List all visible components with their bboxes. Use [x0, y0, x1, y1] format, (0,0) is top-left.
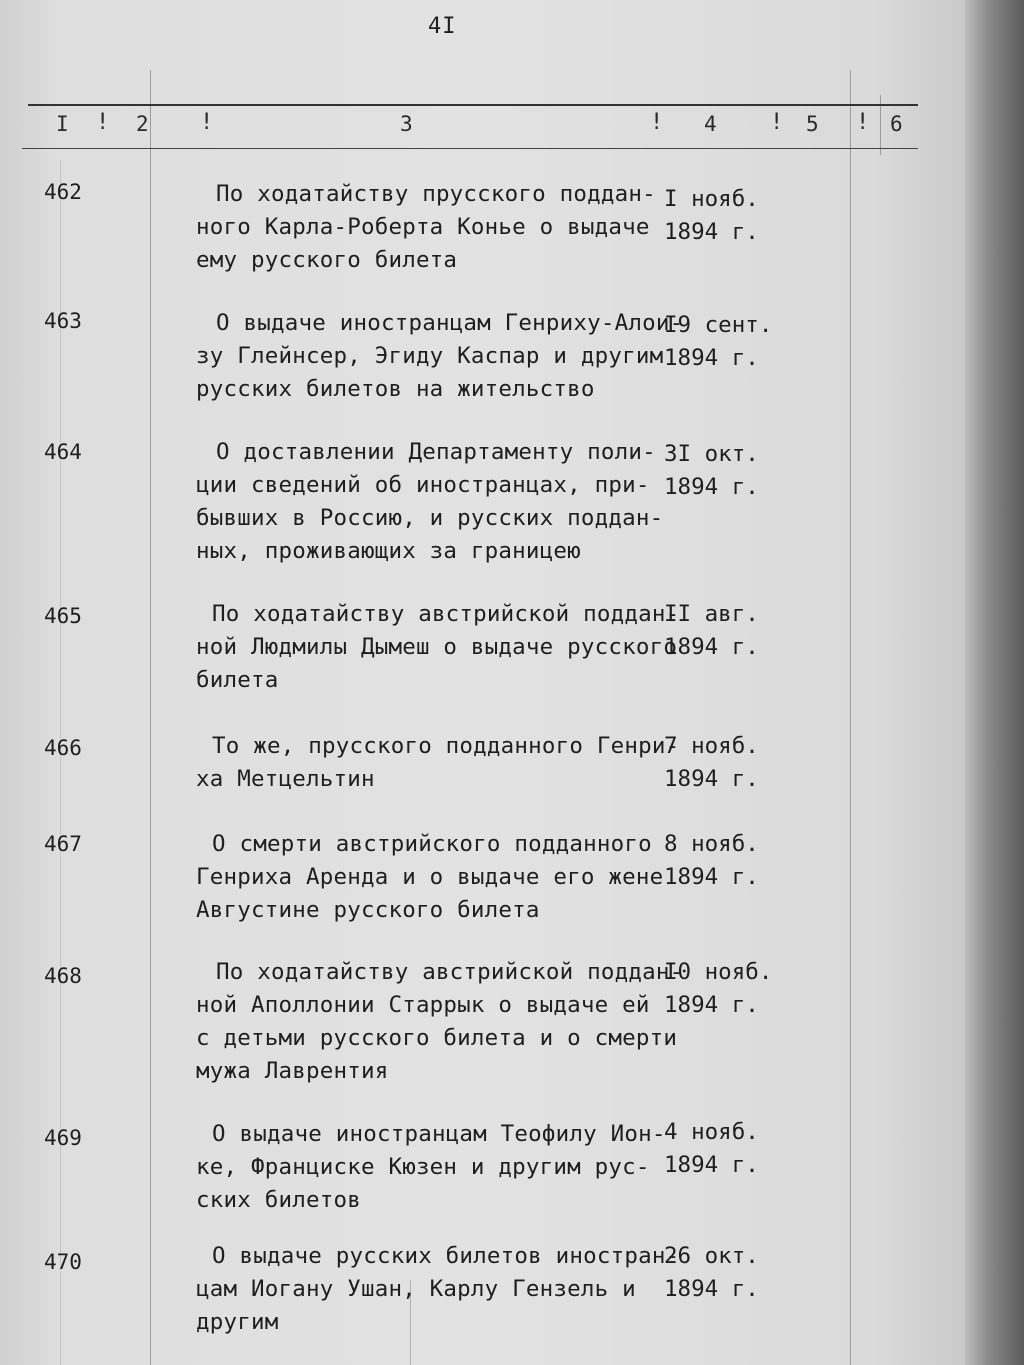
entry-date [664, 598, 759, 664]
column-separator: ! [650, 110, 664, 135]
entry-number: 463 [44, 309, 82, 333]
entry-title-line: О выдаче иностранцам Теофилу Ион- [212, 1121, 666, 1147]
entry-date-line: II авг. [664, 601, 759, 627]
entry-date-line: 4 нояб. [664, 1119, 759, 1145]
entry-date [664, 956, 772, 1022]
entry-title-line: О смерти австрийского подданного [212, 831, 652, 857]
entry-title-line: ной Аполлонии Старрык о выдаче ей [196, 992, 650, 1018]
entry-date-line: 1894 г. [664, 864, 759, 890]
entry-date-line: 1894 г. [664, 1276, 759, 1302]
column-divider [850, 70, 851, 1365]
entry-title-line: зу Глейнсер, Эгиду Каспар и другим [196, 343, 664, 369]
entry-date-line: 7 нояб. [664, 733, 759, 759]
entry-number: 462 [44, 180, 82, 204]
entry-title [196, 307, 683, 406]
entry-date [664, 438, 759, 504]
entry-title-line: цам Иогану Ушан, Карлу Гензель и [196, 1276, 636, 1302]
entry-title-line: По ходатайству прусского поддан- [216, 181, 656, 207]
entry-number: 470 [44, 1250, 82, 1274]
entry-title [196, 1240, 679, 1339]
entry-number: 469 [44, 1126, 82, 1150]
entry-title [196, 1118, 666, 1217]
column-header-5: 5 [806, 112, 819, 136]
column-separator: ! [770, 110, 784, 135]
entry-title-line: другим [196, 1309, 279, 1335]
entry-number: 468 [44, 964, 82, 988]
entry-title [196, 828, 663, 927]
entry-date-line: 1894 г. [664, 992, 759, 1018]
entry-title-line: ских билетов [196, 1187, 361, 1213]
column-separator: ! [96, 110, 110, 135]
page-number: 4I [428, 14, 457, 39]
entry-title-line: ха Метцельтин [196, 766, 375, 792]
entry-date [664, 183, 759, 249]
column-header-1: I [56, 112, 69, 136]
entry-title-line: ных, проживающих за границею [196, 538, 581, 564]
entry-date-line: I9 сент. [664, 312, 773, 338]
entry-title-line: русских билетов на жительство [196, 376, 595, 402]
entry-date [664, 730, 759, 796]
column-separator: ! [200, 110, 214, 135]
column-divider [150, 70, 151, 1365]
entry-date-line: 1894 г. [664, 474, 759, 500]
entry-title-line: бывших в Россию, и русских поддан- [196, 505, 664, 531]
entry-date-line: 1894 г. [664, 1152, 759, 1178]
entry-number: 467 [44, 832, 82, 856]
entry-date [664, 828, 759, 894]
entry-title [196, 956, 683, 1088]
entry-title-line: По ходатайству австрийской поддан- [216, 959, 684, 985]
column-separator: ! [856, 110, 870, 135]
entry-title-line: О доставлении Департаменту поли- [216, 439, 656, 465]
entry-title-line: с детьми русского билета и о смерти [196, 1025, 678, 1051]
entry-date [664, 1240, 759, 1306]
entry-number: 466 [44, 736, 82, 760]
entry-title [196, 436, 663, 568]
entry-title-line: О выдаче русских билетов иностран- [212, 1243, 680, 1269]
entry-title-line: ции сведений об иностранцах, при- [196, 472, 650, 498]
header-bottom-rule [22, 148, 918, 149]
entry-date-line: 3I окт. [664, 441, 759, 467]
entry-title-line: ного Карла-Роберта Конье о выдаче [196, 214, 650, 240]
entry-title-line: Августине русского билета [196, 897, 540, 923]
entry-title [196, 730, 679, 796]
entry-number: 464 [44, 440, 82, 464]
column-header-4: 4 [704, 112, 717, 136]
entry-date-line: 1894 г. [664, 766, 759, 792]
entry-title-line: О выдаче иностранцам Генриху-Алои- [216, 310, 684, 336]
column-header-3: 3 [400, 112, 413, 136]
entry-title-line: То же, прусского подданного Генри- [212, 733, 680, 759]
column-header-6: 6 [890, 112, 903, 136]
entry-title-line: ке, Франциске Кюзен и другим рус- [196, 1154, 650, 1180]
entry-number: 465 [44, 604, 82, 628]
entry-title-line: По ходатайству австрийской поддан- [212, 601, 680, 627]
entry-title [196, 178, 656, 277]
entry-title-line: мужа Лаврентия [196, 1058, 389, 1084]
entry-date-line: 8 нояб. [664, 831, 759, 857]
entry-date-line: 26 окт. [664, 1243, 759, 1269]
entry-date-line: 1894 г. [664, 219, 759, 245]
entry-date-line: I0 нояб. [664, 959, 773, 985]
entry-date-line: 1894 г. [664, 634, 759, 660]
column-divider [60, 160, 61, 1365]
entry-title-line: Генриха Аренда и о выдаче его жене [196, 864, 664, 890]
entry-date [664, 1116, 759, 1182]
binding-shadow [965, 0, 1024, 1365]
entry-title-line: ной Людмилы Дымеш о выдаче русского [196, 634, 678, 660]
column-header-2: 2 [136, 112, 149, 136]
entry-title [196, 598, 679, 697]
entry-date-line: I нояб. [664, 186, 759, 212]
entry-date-line: 1894 г. [664, 345, 759, 371]
header-top-rule [28, 104, 918, 106]
entry-title-line: ему русского билета [196, 247, 458, 273]
entry-title-line: билета [196, 667, 279, 693]
entry-date [664, 309, 772, 375]
